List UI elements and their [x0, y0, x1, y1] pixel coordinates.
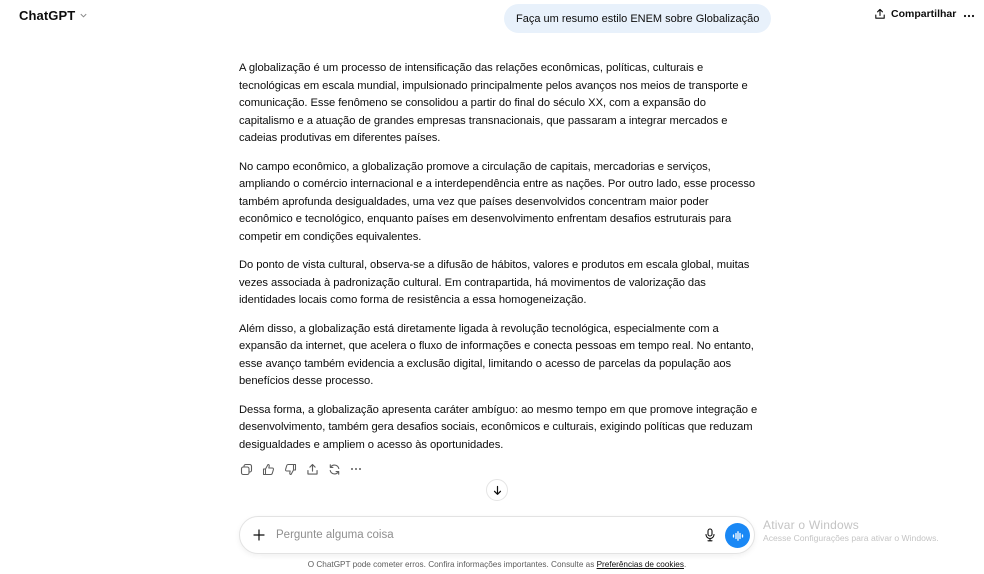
ellipsis-icon	[963, 14, 975, 18]
thumbs-up-button[interactable]	[260, 461, 276, 477]
prompt-input[interactable]	[276, 526, 696, 544]
user-message-text: Faça um resumo estilo ENEM sobre Globalização	[516, 12, 760, 25]
scroll-to-bottom-button[interactable]	[486, 479, 508, 501]
share-button[interactable]	[874, 8, 956, 20]
message-actions	[238, 461, 364, 477]
copy-icon	[240, 463, 253, 476]
model-name: ChatGPT	[19, 8, 76, 23]
windows-activation-watermark	[763, 518, 939, 543]
answer-paragraph: A globalização é um processo de intensificação das relações econômicas, políticas, culturais e tecnológicas em escala mundial, impulsionado principalmente pelos avanços nos meios de transporte e comunicação. Esse fenômeno se consolidou a partir do final do século XX, com a expansão do capitalismo e a atuação de grandes empresas transnacionais, que passaram a integrar mercados e cadeias produtivas em diferentes países.	[239, 62, 748, 144]
chevron-down-icon	[79, 11, 88, 20]
thumbs-up-icon	[262, 463, 275, 476]
more-options-button[interactable]	[961, 8, 977, 24]
thumbs-down-icon	[284, 463, 297, 476]
regenerate-icon	[328, 463, 341, 476]
regenerate-button[interactable]	[326, 461, 342, 477]
arrow-down-icon	[492, 485, 503, 496]
share-label: Compartilhar	[891, 8, 957, 20]
model-switcher[interactable]	[19, 8, 88, 23]
thumbs-down-button[interactable]	[282, 461, 298, 477]
watermark-title: Ativar o Windows	[763, 518, 859, 532]
watermark-subtitle: Acesse Configurações para ativar o Windows.	[763, 533, 939, 543]
user-message-bubble	[504, 4, 771, 33]
share-icon	[306, 463, 319, 476]
share-upload-icon	[874, 8, 886, 20]
copy-button[interactable]	[238, 461, 254, 477]
microphone-icon	[704, 528, 716, 542]
dictate-button[interactable]	[702, 527, 718, 543]
answer-paragraph: Dessa forma, a globalização apresenta caráter ambíguo: ao mesmo tempo em que promove integração e desenvolvimento, também gera desafios sociais, econômicos e culturais, exigindo políticas que reduzam desigualdades e ampliem o acesso às oportunidades.	[239, 403, 758, 451]
voice-mode-button[interactable]	[725, 523, 750, 548]
share-message-button[interactable]	[304, 461, 320, 477]
disclaimer-end: .	[683, 560, 687, 569]
more-icon	[350, 467, 362, 471]
plus-icon	[253, 529, 265, 541]
more-actions-button[interactable]	[348, 461, 364, 477]
top-bar	[0, 0, 984, 34]
assistant-message	[239, 60, 759, 465]
composer	[239, 516, 755, 554]
disclaimer	[0, 560, 984, 569]
attach-button[interactable]	[251, 527, 267, 543]
answer-paragraph: Além disso, a globalização está diretamente ligada à revolução tecnológica, especialmente com a expansão da internet, que acelera o fluxo de informações e conecta pessoas em tempo real. No entanto, esse avanço também evidencia a exclusão digital, limitando o acesso de parcelas da população aos benefícios desse processo.	[239, 322, 754, 387]
voice-mode-icon	[732, 531, 744, 541]
answer-paragraph: Do ponto de vista cultural, observa-se a difusão de hábitos, valores e produtos em escala global, muitas vezes associada à padronização cultural. Em contrapartida, há movimentos de valorização das identidades locais como forma de resistência a essa homogeneização.	[239, 259, 750, 306]
answer-paragraph: No campo econômico, a globalização promove a circulação de capitais, mercadorias e serviços, ampliando o comércio internacional e a interdependência entre as nações. Por outro lado, esse processo também aprofunda desigualdades, uma vez que países desenvolvidos concentram maior poder econômico e tecnológico, enquanto países em desenvolvimento enfrentam desafios estruturais para competir em condições equivalentes.	[239, 160, 756, 243]
cookie-preferences-link[interactable]: Preferências de cookies	[596, 560, 684, 569]
disclaimer-text: O ChatGPT pode cometer erros. Confira informações importantes. Consulte as	[307, 560, 597, 569]
